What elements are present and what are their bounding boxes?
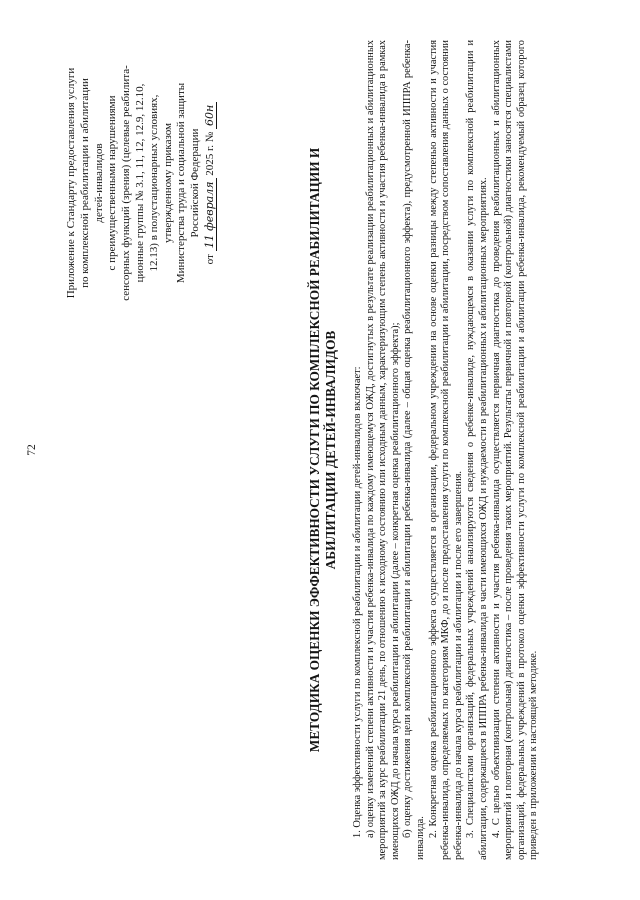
appendix-line: ционные группы № 3.1, 11, 12, 12.9, 12.10, <box>133 83 146 283</box>
order-date-line <box>203 38 218 328</box>
paragraph-2: 2. Конкретная оценка реабилитационного эффекта осуществляется в организации, федеральном учреждении на основе оценки разницы между степенью активности и участия ребенка-инвалида, определяемых по категориям МКФ, до и после предоставления услуги по комплексной реабилитации и абилитации, посредством сопоставления данных о состоянии ребенка-инвалида до начала курса реабилитации и абилитации и после его завершения. <box>427 40 464 860</box>
appendix-line: сенсорных функций (зрения) (целевые реабилита- <box>120 65 133 301</box>
title-line-1: МЕТОДИКА ОЦЕНКИ ЭФФЕКТИВНОСТИ УСЛУГИ ПО КОМПЛЕКСНОЙ РЕАБИЛИТАЦИИ И <box>307 147 322 753</box>
paragraph-4: 4. С целью объективизации степени активности и участия ребенка-инвалида осуществляется первичная диагностика до проведения реабилитационных и абилитационных мероприятий и повторная (контрольная) диагностика – после проведения таких мероприятий. Результаты первичной и повторной (контрольной) диагностики заносятся специалистами организаций, федеральных учреждений в протокол оценки эффективности услуги по комплексной реабилитации и абилитации ребенка-инвалида, рекомендуемый образец которого приведен в приложении к настоящей методике. <box>490 40 540 860</box>
page-number: 72 <box>26 444 38 456</box>
appendix-line: 12.13) в полустационарных условиях, <box>147 94 160 272</box>
paragraph-1a: а) оценку изменений степени активности и участия ребенка-инвалида по каждому имеющемуся ОЖД, достигнутых в результате реализации реабилитационных и абилитационных мероприятий за курс реабилитации 21 день, по отношению к исходному состоянию или исходным данным, характеризующим степень активности и участия ребенка-инвалида в рамках имеющихся ОЖД до начала курса реабилитации и абилитации (далее – конкретная оценка реабилитационного эффекта); <box>364 40 401 860</box>
appendix-line: по комплексной реабилитации и абилитации <box>78 78 91 288</box>
title-line-2: АБИЛИТАЦИИ ДЕТЕЙ-ИНВАЛИДОВ <box>322 330 338 570</box>
appendix-line: детей-инвалидов <box>92 143 105 223</box>
order-prefix: от <box>203 254 216 265</box>
appendix-line: утвержденному приказом <box>161 122 174 244</box>
paragraph-3: 3. Специалистами организаций, федеральных учреждений анализируются сведения о ребенке-инвалиде, нуждающемся в оказании услуги по комплексной реабилитации и абилитации, содержащиеся в ИППРА ребенка-инвалида в части имеющихся ОЖД и нуждаемости в реабилитационных и абилитационных мероприятиях. <box>465 40 489 860</box>
document-body <box>352 40 541 860</box>
appendix-line: Приложение к Стандарту предоставления услуги <box>65 67 77 299</box>
order-year: 2025 г. <box>203 144 216 176</box>
handwritten-order-number: 60н <box>203 102 217 129</box>
document-title <box>307 48 338 852</box>
paragraph-1: 1. Оценка эффективности услуги по комплексной реабилитации и абилитации детей-инвалидов включает: <box>352 366 363 838</box>
order-number-label: № <box>203 131 216 143</box>
handwritten-order-date: 11 февраля <box>203 178 217 251</box>
appendix-line: с преимущественными нарушениями <box>106 95 119 271</box>
appendix-line: Министерства труда и социальной защиты <box>175 82 188 284</box>
appendix-line: Российской Федерации <box>189 128 202 238</box>
paragraph-1b: б) оценку достижения цели комплексной реабилитации и абилитации ребенка-инвалида (далее – общая оценка реабилитационного эффекта), предусмотренной ИППРА ребенка-инвалида. <box>402 40 426 860</box>
appendix-header <box>65 38 218 328</box>
